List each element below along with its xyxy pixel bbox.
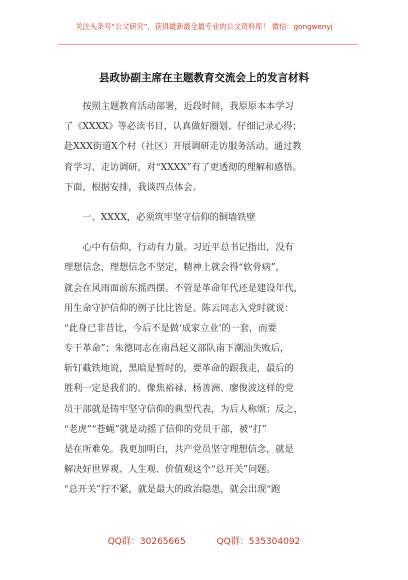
paragraph-gap [64,228,346,238]
text-line: 按照主题教育活动部署，近段时间，我原原本本学习 [82,101,294,112]
footer-contacts [0,534,408,547]
text-line: “老虎”“苍蝇”就是动摇了信仰的党员干部，被“打” [64,423,267,435]
text-line: 用生命守护信仰的例子比比皆是。陈云同志入党时就说： [64,302,294,314]
section-heading: 一、XXXX，必须筑牢坚守信仰的铜墙铁壁 [82,211,256,223]
text-line: 赴XXX街道X个村（社区）开展调研走访服务活动。通过教 [64,141,302,153]
text-line: 解决好世界观、人生观、价值观这个“总开关”问题。 [64,464,276,476]
text-line: 了《XXXX》等必读书目，认真做好圈划、仔细记录心得； [64,121,302,133]
text-line: 下面，根据安排，我谈四点体会。 [64,181,202,193]
text-line: “总开关”拧不紧，就是最大的政治隐患，就会出现“跑 [64,484,281,496]
text-line: 斩钉截铁地说，黑暗是暂时的，要革命的跟我走，最后的 [64,363,294,375]
footer-qq-group-2: QQ群：535304092 [216,537,301,547]
document-title: 县政协副主席在主题教育交流会上的发言材料 [99,72,309,84]
text-line: 心中有信仰，行动有力量。习近平总书记指出，没有 [82,242,294,254]
text-line: 专干革命”；朱德同志在南昌起义部队南下潮汕失败后， [64,343,290,355]
document-body [64,97,346,501]
header-promo-note: 关注头条号“公文研究”，获得最新最全最专业的公文资料库！ 微信：gongwenyj [75,22,333,31]
text-line: 员干部就是铸牢坚守信仰的典型代表，为后人称颂；反之， [64,403,303,415]
paragraph-gap [64,198,346,208]
text-line: 育学习、走访调研，对“XXXX”有了更透彻的理解和感悟。 [64,161,302,173]
footer-qq-group-1: QQ群：30265665 [107,537,186,547]
text-line: 胜利一定是我们的。像焦裕禄、杨善洲、廖俊波这样的党 [64,383,294,395]
text-line: “此身已非昔比，今后不是做‘成家立业’的一套，而要 [64,322,277,334]
text-line: 就会在风雨面前东摇西摆。不管是革命年代还是建设年代， [64,282,303,294]
text-line: 理想信念，理想信念不坚定，精神上就会得“软骨病”， [64,262,285,274]
text-line: 是在所难免。我更加明白，共产党员坚守理想信念，就是 [64,444,294,455]
header-divider [58,44,358,45]
